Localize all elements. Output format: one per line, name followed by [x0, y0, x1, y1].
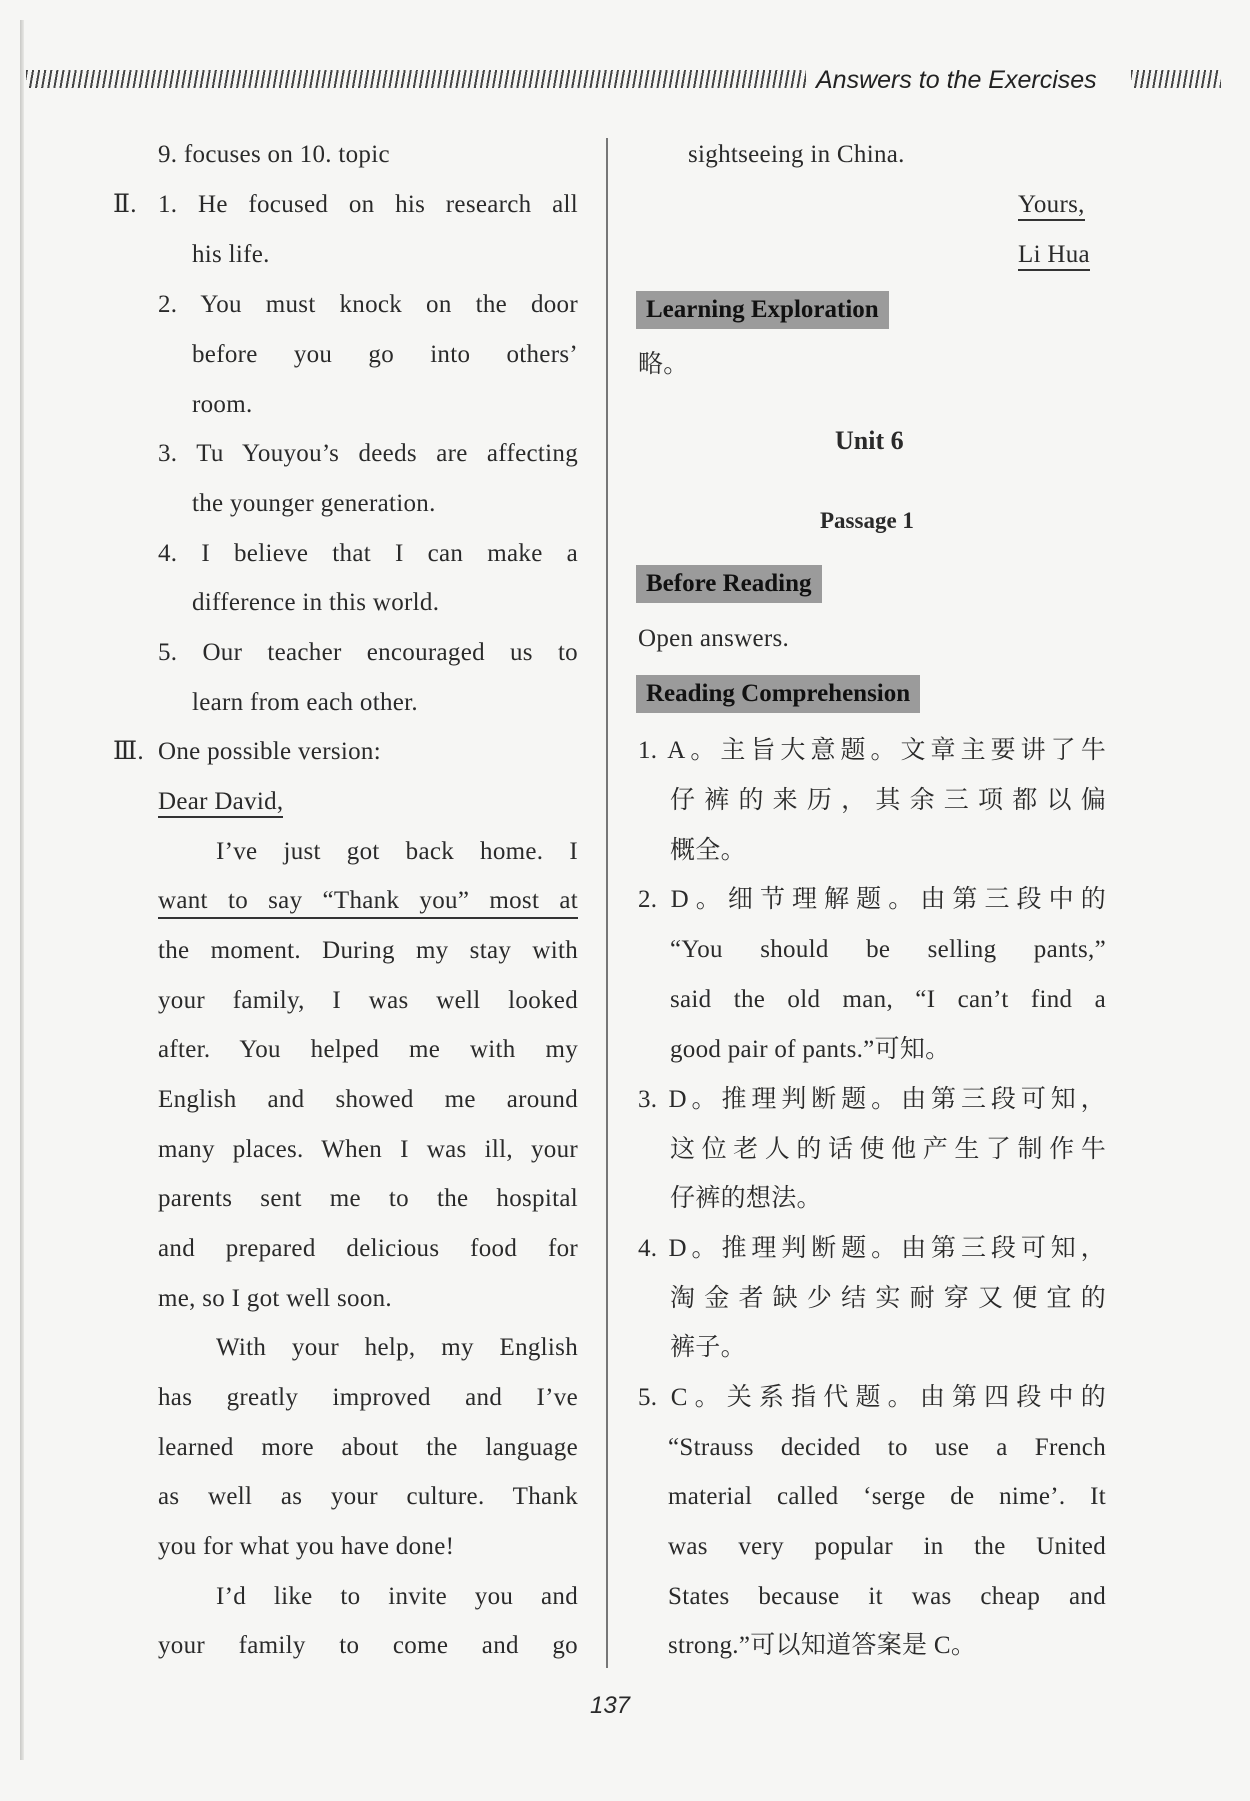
letter-line: the moment. During my stay with — [158, 937, 578, 964]
letter-line: your family to come and go — [158, 1632, 578, 1659]
answer-line: 5. C。关系指代题。由第四段中的 — [638, 1384, 1106, 1411]
letter-signature — [1018, 240, 1090, 270]
letter-line: I’ve just got back home. I — [216, 838, 578, 865]
answer-line: 9. focuses on 10. topic — [158, 141, 390, 168]
letter-salutation — [158, 787, 283, 817]
answer-line: good pair of pants.”可知。 — [670, 1036, 951, 1063]
letter-line: With your help, my English — [216, 1334, 578, 1361]
letter-line: after. You helped me with my — [158, 1036, 578, 1063]
answer-line: Open answers. — [638, 625, 790, 652]
answer-line: his life. — [192, 241, 270, 268]
answer-line: 3. Tu Youyou’s deeds are affecting — [158, 440, 578, 467]
answer-line: learn from each other. — [192, 689, 418, 716]
answer-line: “You should be selling pants,” — [670, 936, 1106, 963]
letter-line: me, so I got well soon. — [158, 1285, 392, 1312]
answer-line: 2. D。细节理解题。由第三段中的 — [638, 886, 1106, 913]
letter-line: as well as your culture. Thank — [158, 1483, 578, 1510]
letter-line: many places. When I was ill, your — [158, 1136, 578, 1163]
letter-line: you for what you have done! — [158, 1533, 455, 1560]
header-hatch-right — [1131, 70, 1221, 88]
answer-line: “Strauss decided to use a French — [668, 1434, 1106, 1461]
letter-line: English and showed me around — [158, 1086, 578, 1113]
letter-line: learned more about the language — [158, 1434, 578, 1461]
answer-line: 概全。 — [670, 837, 746, 864]
letter-closing — [1018, 190, 1085, 220]
page-header — [26, 62, 1226, 102]
page-edge — [20, 20, 24, 1760]
answer-line: 裤子。 — [670, 1334, 746, 1361]
answer-line: 2. You must knock on the door — [158, 291, 578, 318]
passage-title: Passage 1 — [820, 508, 914, 533]
answer-line: before you go into others’ — [192, 341, 578, 368]
answer-line: 1. He focused on his research all — [158, 191, 578, 218]
answer-line: 略。 — [638, 351, 689, 378]
section-number: Ⅱ. — [113, 191, 137, 218]
salutation-text: Dear David, — [158, 788, 283, 818]
letter-line: has greatly improved and I’ve — [158, 1384, 578, 1411]
answer-line: 1. A。主旨大意题。文章主要讲了牛 — [638, 737, 1106, 764]
letter-line: parents sent me to the hospital — [158, 1185, 578, 1212]
answer-line: 仔裤的来历，其余三项都以偏 — [670, 787, 1106, 814]
letter-line: your family, I was well looked — [158, 987, 578, 1014]
answer-line: 3. D。推理判断题。由第三段可知， — [638, 1086, 1106, 1113]
answer-line: room. — [192, 391, 253, 418]
answer-line: One possible version: — [158, 738, 381, 765]
unit-title: Unit 6 — [835, 426, 904, 455]
page-number: 137 — [589, 1692, 631, 1719]
answer-line: States because it was cheap and — [668, 1583, 1106, 1610]
answer-line: the younger generation. — [192, 490, 436, 517]
answer-line: was very popular in the United — [668, 1533, 1106, 1560]
column-divider — [606, 138, 608, 1668]
answer-line: strong.”可以知道答案是 C。 — [668, 1632, 977, 1659]
signature-text: Li Hua — [1018, 241, 1090, 271]
letter-line: I’d like to invite you and — [216, 1583, 578, 1610]
section-number: Ⅲ. — [113, 738, 144, 765]
section-label-reading-comprehension: Reading Comprehension — [636, 675, 920, 713]
section-label-before-reading: Before Reading — [636, 565, 822, 603]
letter-line: want to say “Thank you” most at — [158, 886, 578, 919]
header-title: Answers to the Exercises — [816, 66, 1097, 94]
answer-line: 这位老人的话使他产生了制作牛 — [670, 1136, 1106, 1163]
answer-line: said the old man, “I can’t find a — [670, 986, 1106, 1013]
answer-line: 仔裤的想法。 — [670, 1185, 822, 1212]
letter-line: and prepared delicious food for — [158, 1235, 578, 1262]
answer-line: difference in this world. — [192, 589, 440, 616]
answer-line: material called ‘serge de nime’. It — [668, 1483, 1106, 1510]
answer-line: 5. Our teacher encouraged us to — [158, 639, 578, 666]
answer-line: 淘金者缺少结实耐穿又便宜的 — [670, 1285, 1106, 1312]
answer-line: 4. I believe that I can make a — [158, 540, 578, 567]
header-hatch-left — [26, 70, 806, 88]
answer-line: 4. D。推理判断题。由第三段可知， — [638, 1235, 1106, 1262]
letter-line: sightseeing in China. — [688, 141, 905, 168]
section-label-learning-exploration: Learning Exploration — [636, 291, 889, 329]
closing-text: Yours, — [1018, 191, 1085, 221]
